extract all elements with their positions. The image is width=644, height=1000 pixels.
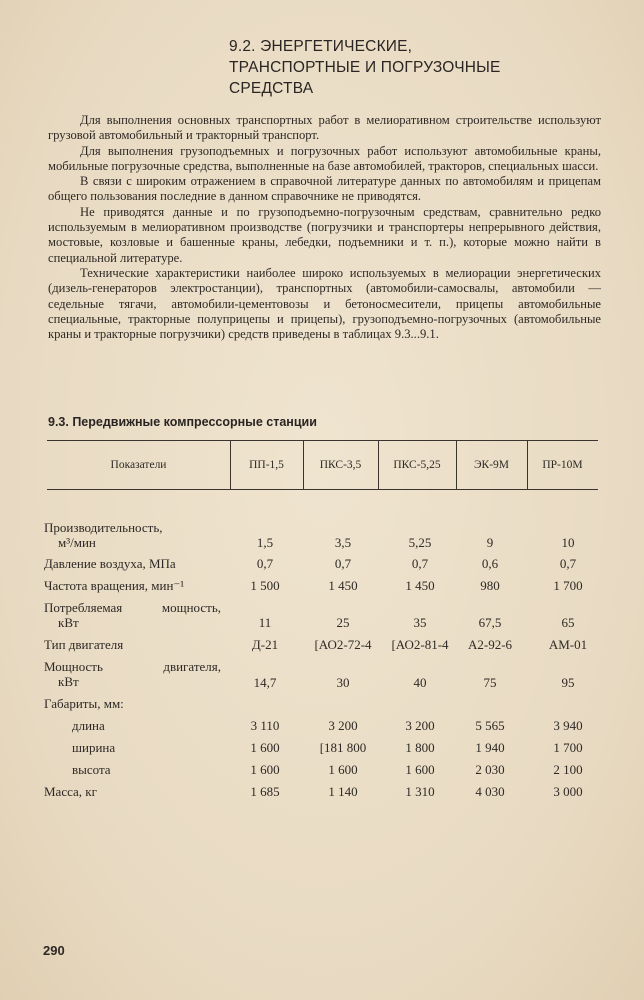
table-cell: 1 450 <box>405 578 435 593</box>
column-header: ЭК-9М <box>473 459 510 471</box>
column-header: Показатели <box>110 459 167 471</box>
table-cell: 1 600 <box>328 762 358 777</box>
row-label-line: кВт <box>58 674 79 689</box>
column-header: ПКС-5,25 <box>393 459 441 471</box>
table-cell: 1 700 <box>553 740 583 755</box>
table-header-rule <box>47 489 598 490</box>
table-cell: 1 600 <box>250 762 280 777</box>
table-cell: 0,7 <box>411 556 429 571</box>
table-cell: 75 <box>483 675 497 690</box>
table-cell: 0,7 <box>256 556 274 571</box>
table-cell: 1 500 <box>250 578 280 593</box>
body-text <box>48 113 601 342</box>
table-cell: 1 310 <box>405 784 435 799</box>
row-label-line: Тип двигателя <box>44 637 124 652</box>
table-cell: 14,7 <box>253 675 277 690</box>
row-label <box>72 718 105 733</box>
table-cell: 1,5 <box>256 535 274 550</box>
row-label <box>44 520 221 550</box>
paragraph: Не приводятся данные и по грузоподъемно-погрузочным средствам, сравнительно редко используемым в мелиоративном производстве (погрузчики и транспортеры непрерывного действия, мостовые, козловые и башенные краны, лебедки, подъемники и т. п.), которые можно найти в специальной литературе. <box>48 204 601 265</box>
table-cell: 67,5 <box>478 615 502 630</box>
paragraph: Для выполнения основных транспортных работ в мелиоративном строительстве используют грузовой автомобильный и тракторный транспорт. <box>48 113 601 143</box>
table-cell: 980 <box>480 578 500 593</box>
table-cell: 10 <box>561 535 575 550</box>
table-cell: 11 <box>258 615 272 630</box>
table-cell: 4 030 <box>475 784 505 799</box>
row-label <box>44 659 221 689</box>
table-cell: [АО2-81-4 <box>391 637 449 652</box>
row-label-line: Производительность, <box>44 520 163 535</box>
table-cell: 2 030 <box>475 762 505 777</box>
row-label-line: Мощность двигателя, <box>44 659 221 674</box>
table-cell: 1 600 <box>250 740 280 755</box>
column-header: ПКС-3,5 <box>319 459 362 471</box>
table-cell: 0,6 <box>481 556 499 571</box>
row-label-line: Частота вращения, мин⁻¹ <box>44 578 185 593</box>
paragraph: Технические характеристики наиболее широко используемых в мелиорации энергетических (дизель-генераторов электростанции), транспортных (автомобили-самосвалы, автомобили — седельные тягачи, автомобили-цементовозы и бетоносмесители, прицепы автомобильные специальные, тракторные полуприцепы и прицепы), грузоподъемно-погрузочных (автомобильные краны и тракторные погрузчики) средств приведены в таблицах 9.3...9.1. <box>48 265 601 342</box>
row-label <box>44 784 97 799</box>
table-cell: 0,7 <box>334 556 352 571</box>
paragraph: В связи с широким отражением в справочной литературе данных по автомобилям и прицепам общего пользования последние в данном справочнике не приводятся. <box>48 174 601 204</box>
table-cell: 40 <box>413 675 427 690</box>
table-cell: [181 800 <box>319 740 367 755</box>
table-cell: 1 700 <box>553 578 583 593</box>
table-cell: 1 140 <box>328 784 358 799</box>
row-label <box>44 637 123 652</box>
table-cell: 5 565 <box>475 718 505 733</box>
table-cell: Д-21 <box>251 637 279 652</box>
section-heading <box>229 36 589 99</box>
table-title: 9.3. Передвижные компрессорные станции <box>48 415 317 429</box>
table-cell: 9 <box>486 535 494 550</box>
table-cell: 0,7 <box>559 556 577 571</box>
column-header: ПР-10М <box>542 459 583 471</box>
column-header: ПП-1,5 <box>249 459 284 471</box>
table-cell: 1 800 <box>405 740 435 755</box>
table-cell: 1 600 <box>405 762 435 777</box>
heading-line: 9.2. ЭНЕРГЕТИЧЕСКИЕ, <box>229 38 413 55</box>
table-cell: 3 940 <box>553 718 583 733</box>
table-cell: 1 450 <box>328 578 358 593</box>
heading-line: СРЕДСТВА <box>229 80 314 97</box>
row-label-line: ширина <box>72 740 116 755</box>
table-cell: 1 685 <box>250 784 280 799</box>
row-label-line: кВт <box>58 615 79 630</box>
table-cell: 3 110 <box>250 718 280 733</box>
table-cell: 95 <box>561 675 575 690</box>
row-label-line: высота <box>72 762 111 777</box>
row-label-line: Масса, кг <box>44 784 97 799</box>
row-label-line: Давление воздуха, МПа <box>44 556 176 571</box>
table-cell: 2 100 <box>553 762 583 777</box>
paragraph: Для выполнения грузоподъемных и погрузочных работ используют автомобильные краны, мобильные погрузочные средства, выполненные на базе автомобилей, тракторов, специальных шасси. <box>48 143 601 173</box>
row-label-line: Потребляемая мощность, <box>44 600 221 615</box>
table-cell: 65 <box>561 615 575 630</box>
table-cell: 3,5 <box>334 535 352 550</box>
table-cell: 35 <box>413 615 427 630</box>
table-cell: 5,25 <box>408 535 432 550</box>
table-cell: [АО2-72-4 <box>314 637 372 652</box>
table-cell: 30 <box>336 675 350 690</box>
table-cell: 1 940 <box>475 740 505 755</box>
row-label-line: длина <box>72 718 105 733</box>
heading-line: ТРАНСПОРТНЫЕ И ПОГРУЗОЧНЫЕ <box>229 59 501 76</box>
page-number: 290 <box>43 943 65 958</box>
table-cell: А2-92-6 <box>467 637 513 652</box>
row-label-line: м³/мин <box>58 535 96 550</box>
row-label <box>44 696 124 711</box>
table-cell: АМ-01 <box>548 637 588 652</box>
row-label-line: Габариты, мм: <box>44 696 124 711</box>
table-cell: 3 200 <box>405 718 435 733</box>
table-cell: 25 <box>336 615 350 630</box>
table-cell: 3 000 <box>553 784 583 799</box>
table-cell: 3 200 <box>328 718 358 733</box>
row-label <box>72 762 111 777</box>
row-label <box>44 600 221 630</box>
row-label <box>44 578 184 593</box>
row-label <box>72 740 115 755</box>
row-label <box>44 556 176 571</box>
